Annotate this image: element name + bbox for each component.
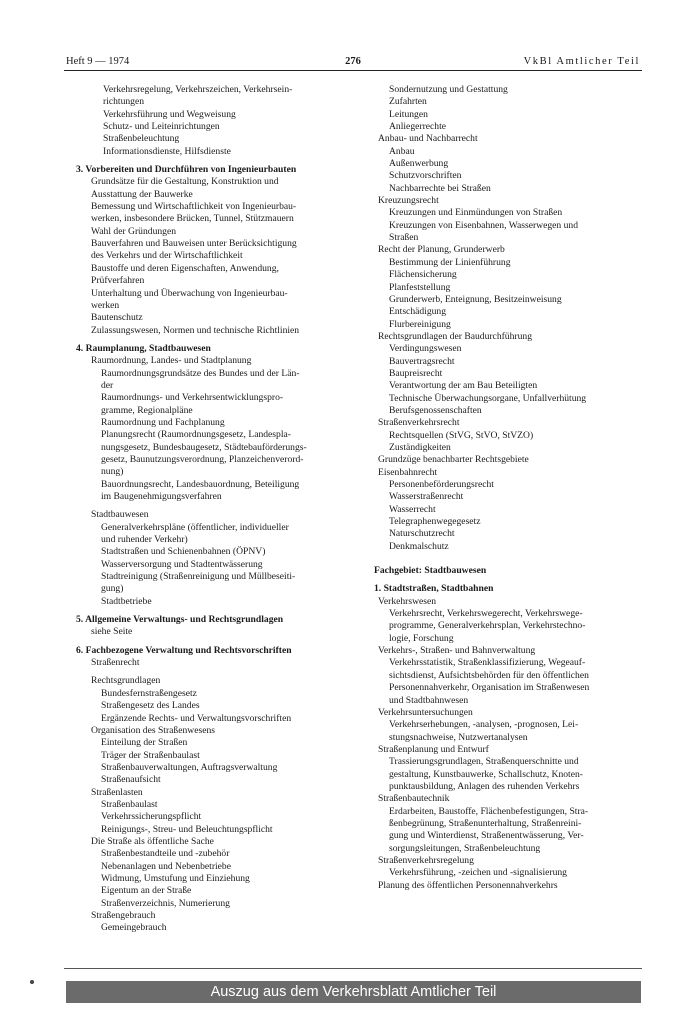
text-line: Baupreisrecht bbox=[389, 367, 443, 379]
text-line: Straßenverzeichnis, Numerierung bbox=[101, 897, 230, 909]
text-line: Straßengesetz des Landes bbox=[101, 700, 200, 712]
text-line: Sondernutzung und Gestattung bbox=[389, 84, 508, 95]
text-line: Wasserrecht bbox=[389, 503, 436, 515]
text-line: siehe Seite bbox=[91, 626, 133, 638]
text-line: Zulassungswesen, Normen und technische Richtlinien bbox=[91, 324, 300, 336]
text-line: Bauordnungsrecht, Landesbauordnung, Beteiligung bbox=[101, 478, 300, 490]
text-line: Zufahrten bbox=[389, 96, 427, 108]
text-line: Planung des öffentlichen Personennahverkehrs bbox=[378, 879, 558, 891]
text-line: Trassierungsgrundlagen, Straßenquerschnitte und bbox=[389, 756, 579, 768]
text-line: Prüfverfahren bbox=[91, 275, 145, 287]
text-line: Straßenverkehrsrecht bbox=[378, 417, 460, 429]
text-line: Eisenbahnrecht bbox=[378, 466, 438, 478]
text-line: Organisation des Straßenwesens bbox=[91, 724, 215, 736]
text-line: Naturschutzrecht bbox=[389, 528, 455, 540]
text-line: Raumordnungs- und Verkehrsentwicklungspro- bbox=[101, 392, 284, 404]
text-line: Bestimmung der Linienführung bbox=[389, 256, 511, 268]
text-line: Personennahverkehr, Organisation im Straßenwesen bbox=[389, 682, 590, 694]
text-line: Straßenrecht bbox=[91, 657, 140, 669]
right-column bbox=[374, 84, 634, 892]
footer-banner: Auszug aus dem Verkehrsblatt Amtlicher Teil bbox=[66, 981, 641, 1003]
text-line: Rechtsquellen (StVG, StVO, StVZO) bbox=[389, 429, 534, 441]
issue-label: Heft 9 — 1974 bbox=[66, 56, 130, 67]
section-heading: 1. Stadtstraßen, Stadtbahnen bbox=[374, 583, 494, 595]
text-line: Raumordnung, Landes- und Stadtplanung bbox=[91, 355, 252, 367]
text-line: Kreuzungsrecht bbox=[378, 195, 439, 207]
text-line: gestaltung, Kunstbauwerke, Schallschutz, Knoten- bbox=[389, 768, 583, 780]
text-line: Eigentum an der Straße bbox=[101, 885, 192, 897]
text-line: Wahl der Gründungen bbox=[91, 225, 177, 237]
text-line: Wasserversorgung und Stadtentwässerung bbox=[101, 558, 263, 570]
text-line: Generalverkehrspläne (öffentlicher, individueller bbox=[101, 521, 289, 533]
text-line: Raumordnungsgrundsätze des Bundes und der Län- bbox=[101, 367, 300, 379]
text-line: Grundsätze für die Gestaltung, Konstruktion und bbox=[91, 176, 279, 188]
text-line: Grundzüge benachbarter Rechtsgebiete bbox=[378, 454, 529, 466]
footer-rule bbox=[64, 968, 642, 969]
text-line: Telegraphenwegegesetz bbox=[389, 516, 481, 528]
text-line: im Baugenehmigungsverfahren bbox=[101, 491, 222, 502]
text-line: Straßen bbox=[389, 232, 419, 244]
text-line: Kreuzungen von Eisenbahnen, Wasserwegen und bbox=[389, 219, 579, 231]
text-line: Anliegerrechte bbox=[389, 121, 446, 133]
text-line: Raumordnung und Fachplanung bbox=[101, 416, 225, 428]
text-line: Straßenlasten bbox=[91, 786, 143, 798]
text-line: Straßenplanung und Entwurf bbox=[378, 743, 489, 755]
text-line: Stadtbetriebe bbox=[101, 595, 152, 607]
text-line: Erdarbeiten, Baustoffe, Flächenbefestigungen, Stra- bbox=[389, 805, 589, 817]
text-line: programme, Generalverkehrsplan, Verkehrstechno- bbox=[389, 620, 586, 632]
text-line: nung) bbox=[101, 466, 124, 478]
text-line: Recht der Planung, Grunderwerb bbox=[378, 244, 505, 256]
text-line: gesetz, Baunutzungsverordnung, Planzeichenverord- bbox=[101, 453, 304, 465]
text-line: Planfeststellung bbox=[389, 281, 451, 293]
text-line: Bautenschutz bbox=[91, 312, 143, 324]
text-line: Wasserstraßenrecht bbox=[389, 491, 464, 503]
text-line: Stadtbauwesen bbox=[91, 509, 149, 521]
text-line: Ausstattung der Bauwerke bbox=[91, 188, 193, 200]
text-line: Verkehrs-, Straßen- und Bahnverwaltung bbox=[378, 645, 536, 657]
text-line: gung und Winterdienst, Straßenentwässerung, Ver- bbox=[389, 830, 584, 842]
section-heading: 4. Raumplanung, Stadtbauwesen bbox=[76, 342, 211, 354]
text-line: Anbau- und Nachbarrecht bbox=[378, 133, 478, 145]
text-line: Verantwortung der am Bau Beteiligten bbox=[389, 380, 538, 392]
header-rule bbox=[64, 70, 642, 71]
text-line: sichtsdienst, Aufsichtsbehörden für den öffentlichen bbox=[389, 669, 589, 681]
section-heading: 3. Vorbereiten und Durchführen von Ingenieurbauten bbox=[76, 164, 297, 176]
text-line: Straßenaufsicht bbox=[101, 774, 161, 786]
text-line: Straßengebrauch bbox=[91, 910, 156, 921]
text-line: Denkmalschutz bbox=[389, 540, 449, 552]
text-line: richtungen bbox=[103, 96, 145, 108]
text-line: Widmung, Umstufung und Einziehung bbox=[101, 872, 250, 884]
text-line: Bauvertragsrecht bbox=[389, 355, 455, 367]
text-line: Straßenbaulast bbox=[101, 798, 158, 810]
text-line: Rechtsgrundlagen der Baudurchführung bbox=[378, 330, 532, 342]
text-line: Informationsdienste, Hilfsdienste bbox=[103, 145, 231, 157]
text-line: Schutzvorschriften bbox=[389, 170, 462, 182]
text-line: Flurbereinigung bbox=[389, 318, 451, 330]
text-line: des Verkehrs und der Wirtschaftlichkeit bbox=[91, 250, 243, 262]
text-line: sorgungsleitungen, Straßenbeleuchtung bbox=[389, 842, 541, 854]
text-line: Bundesfernstraßengesetz bbox=[101, 687, 197, 699]
text-line: Straßenbautechnik bbox=[378, 793, 450, 805]
text-line: Nachbarrechte bei Straßen bbox=[389, 182, 491, 194]
text-line: Verkehrserhebungen, -analysen, -prognosen, Lei- bbox=[389, 719, 579, 731]
text-line: Verkehrsführung und Wegweisung bbox=[103, 108, 236, 120]
text-line: Verkehrsrecht, Verkehrswegerecht, Verkehrswege- bbox=[389, 608, 583, 620]
text-line: Ergänzende Rechts- und Verwaltungsvorschriften bbox=[101, 712, 292, 724]
text-line: Stadtstraßen und Schienenbahnen (ÖPNV) bbox=[101, 546, 266, 558]
text-line: Bemessung und Wirtschaftlichkeit von Ingenieurbau- bbox=[91, 201, 297, 213]
text-line: Straßenbeleuchtung bbox=[103, 133, 180, 145]
text-line: Verkehrsführung, -zeichen und -signalisierung bbox=[389, 867, 567, 879]
text-line: gramme, Regionalpläne bbox=[101, 404, 193, 416]
text-line: Nebenanlagen und Nebenbetriebe bbox=[101, 860, 231, 872]
page-number: 276 bbox=[345, 56, 361, 67]
text-line: Zuständigkeiten bbox=[389, 441, 451, 453]
section-heading: Fachgebiet: Stadtbauwesen bbox=[374, 565, 487, 577]
text-line: Berufsgenossenschaften bbox=[389, 404, 482, 416]
text-line: Baustoffe und deren Eigenschaften, Anwendung, bbox=[91, 262, 279, 274]
text-line: Straßenbestandteile und -zubehör bbox=[101, 848, 230, 860]
section-heading: 6. Fachbezogene Verwaltung und Rechtsvorschriften bbox=[76, 644, 292, 656]
text-line: Verkehrsuntersuchungen bbox=[378, 706, 473, 718]
scan-speck bbox=[30, 980, 34, 984]
text-line: Entschädigung bbox=[389, 306, 447, 318]
text-line: Schutz- und Leiteinrichtungen bbox=[103, 121, 220, 133]
text-line: Einteilung der Straßen bbox=[101, 737, 188, 749]
text-line: Grunderwerb, Enteignung, Besitzeinweisung bbox=[389, 293, 562, 305]
text-line: Straßenbauverwaltungen, Auftragsverwaltung bbox=[101, 761, 278, 773]
text-line: Kreuzungen und Einmündungen von Straßen bbox=[389, 207, 563, 219]
text-line: und ruhender Verkehr) bbox=[101, 534, 188, 546]
text-line: Stadtreinigung (Straßenreinigung und Müllbeseiti- bbox=[101, 571, 296, 583]
left-column bbox=[76, 84, 348, 935]
text-line: gung) bbox=[101, 583, 124, 595]
text-line: Verkehrssicherungspflicht bbox=[101, 811, 202, 823]
text-line: Bauverfahren und Bauweisen unter Berücksichtigung bbox=[91, 238, 297, 250]
text-line: werken bbox=[91, 299, 120, 311]
text-line: Gemeingebrauch bbox=[101, 922, 167, 934]
text-line: Leitungen bbox=[389, 108, 428, 120]
text-line: Verkehrsregelung, Verkehrszeichen, Verkehrsein- bbox=[103, 84, 293, 95]
text-line: Verkehrsstatistik, Straßenklassifizierung, Wegeauf- bbox=[389, 657, 586, 669]
text-line: werken, insbesondere Brücken, Tunnel, Stützmauern bbox=[91, 213, 294, 225]
text-line: Die Straße als öffentliche Sache bbox=[91, 835, 214, 847]
text-line: Außenwerbung bbox=[389, 158, 449, 170]
text-line: Verdingungswesen bbox=[389, 343, 462, 355]
text-line: Verkehrswesen bbox=[378, 595, 437, 607]
text-line: Straßenverkehrsregelung bbox=[378, 854, 474, 866]
text-line: Anbau bbox=[389, 145, 415, 157]
section-heading: 5. Allgemeine Verwaltungs- und Rechtsgrundlagen bbox=[76, 614, 284, 626]
text-line: Planungsrecht (Raumordnungsgesetz, Landespla- bbox=[101, 429, 291, 441]
text-line: nungsgesetz, Bundesbaugesetz, Städtebauförderungs- bbox=[101, 441, 307, 453]
text-line: Technische Überwachungsorgane, Unfallverhütung bbox=[389, 392, 587, 404]
text-line: Rechtsgrundlagen bbox=[91, 675, 161, 687]
text-line: logie, Forschung bbox=[389, 632, 454, 644]
text-line: punktausbildung, Anlagen des ruhenden Verkehrs bbox=[389, 780, 580, 792]
publication-title: VkBl Amtlicher Teil bbox=[523, 56, 640, 67]
text-line: Flächensicherung bbox=[389, 269, 457, 281]
text-line: Reinigungs-, Streu- und Beleuchtungspflicht bbox=[101, 823, 273, 835]
text-line: und Stadtbahnwesen bbox=[389, 694, 469, 706]
text-line: Unterhaltung und Überwachung von Ingenieurbau- bbox=[91, 287, 288, 299]
text-line: der bbox=[101, 379, 114, 391]
text-line: ßenbegrünung, Straßenunterhaltung, Straßenreini- bbox=[389, 817, 582, 829]
text-line: stungsnachweise, Nutzwertanalysen bbox=[389, 731, 528, 743]
text-line: Personenbeförderungsrecht bbox=[389, 479, 494, 490]
text-line: Träger der Straßenbaulast bbox=[101, 749, 200, 761]
